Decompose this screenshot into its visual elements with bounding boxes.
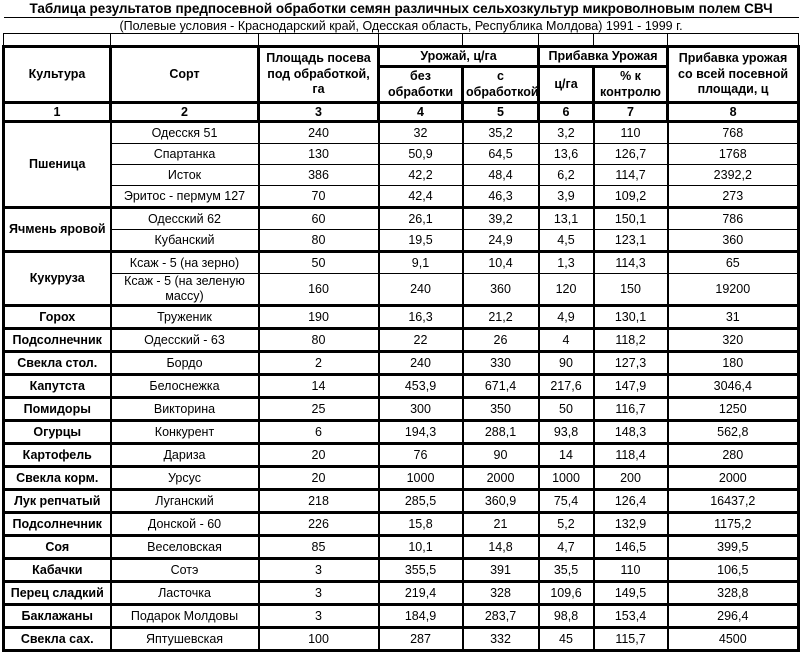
value-cell: 217,6 — [539, 375, 594, 398]
variety-cell: Донской - 60 — [111, 513, 259, 536]
column-number: 6 — [539, 103, 594, 122]
value-cell: 150,1 — [594, 208, 668, 230]
value-cell: 453,9 — [379, 375, 463, 398]
value-cell: 296,4 — [668, 605, 799, 628]
value-cell: 328 — [463, 582, 539, 605]
value-cell: 50,9 — [379, 144, 463, 165]
value-cell: 25 — [259, 398, 379, 421]
value-cell: 64,5 — [463, 144, 539, 165]
variety-cell: Одесскя 51 — [111, 122, 259, 144]
value-cell: 355,5 — [379, 559, 463, 582]
value-cell: 3,9 — [539, 186, 594, 208]
value-cell: 287 — [379, 628, 463, 651]
value-cell: 42,2 — [379, 165, 463, 186]
table-row — [4, 329, 799, 352]
culture-cell: Кукуруза — [4, 252, 111, 306]
value-cell: 3046,4 — [668, 375, 799, 398]
culture-group — [4, 536, 799, 559]
value-cell: 1175,2 — [668, 513, 799, 536]
value-cell: 127,3 — [594, 352, 668, 375]
value-cell: 60 — [259, 208, 379, 230]
value-cell: 160 — [259, 274, 379, 306]
value-cell: 180 — [668, 352, 799, 375]
value-cell: 80 — [259, 230, 379, 252]
value-cell: 360 — [668, 230, 799, 252]
value-cell: 123,1 — [594, 230, 668, 252]
table-row — [4, 252, 799, 274]
culture-cell: Горох — [4, 306, 111, 329]
value-cell: 1,3 — [539, 252, 594, 274]
value-cell: 42,4 — [379, 186, 463, 208]
value-cell: 116,7 — [594, 398, 668, 421]
variety-cell: Веселовская — [111, 536, 259, 559]
value-cell: 190 — [259, 306, 379, 329]
culture-group — [4, 375, 799, 398]
culture-group — [4, 329, 799, 352]
value-cell: 19,5 — [379, 230, 463, 252]
column-number: 7 — [594, 103, 668, 122]
value-cell: 283,7 — [463, 605, 539, 628]
value-cell: 1000 — [539, 467, 594, 490]
culture-cell: Капутста — [4, 375, 111, 398]
culture-group — [4, 398, 799, 421]
value-cell: 45 — [539, 628, 594, 651]
header-total-gain: Прибавка урожая со всей посевной площади, ц — [668, 47, 799, 103]
table-row — [4, 352, 799, 375]
table-row — [4, 398, 799, 421]
spacer-row — [4, 34, 799, 47]
column-number: 1 — [4, 103, 111, 122]
value-cell: 70 — [259, 186, 379, 208]
table-row — [4, 467, 799, 490]
value-cell: 50 — [259, 252, 379, 274]
culture-group — [4, 559, 799, 582]
column-number: 8 — [668, 103, 799, 122]
value-cell: 20 — [259, 444, 379, 467]
value-cell: 10,1 — [379, 536, 463, 559]
value-cell: 31 — [668, 306, 799, 329]
value-cell: 5,2 — [539, 513, 594, 536]
variety-cell: Ксаж - 5 (на зеленую массу) — [111, 274, 259, 306]
table-row — [4, 536, 799, 559]
spacer-cell — [594, 34, 668, 47]
value-cell: 285,5 — [379, 490, 463, 513]
value-cell: 26 — [463, 329, 539, 352]
table-row — [4, 230, 799, 252]
table-header — [4, 0, 799, 122]
header-area: Площадь посева под обработкой, га — [259, 47, 379, 103]
value-cell: 330 — [463, 352, 539, 375]
spacer-cell — [111, 34, 259, 47]
culture-group — [4, 605, 799, 628]
value-cell: 671,4 — [463, 375, 539, 398]
table-row — [4, 513, 799, 536]
variety-cell: Эритос - пермум 127 — [111, 186, 259, 208]
value-cell: 22 — [379, 329, 463, 352]
culture-cell: Баклажаны — [4, 605, 111, 628]
culture-cell: Ячмень яровой — [4, 208, 111, 252]
value-cell: 148,3 — [594, 421, 668, 444]
value-cell: 200 — [594, 467, 668, 490]
culture-cell: Огурцы — [4, 421, 111, 444]
table-row — [4, 628, 799, 651]
variety-cell: Спартанка — [111, 144, 259, 165]
header-yield-with: с обработкой — [463, 67, 539, 103]
culture-group — [4, 582, 799, 605]
variety-cell: Викторина — [111, 398, 259, 421]
culture-group — [4, 444, 799, 467]
value-cell: 16437,2 — [668, 490, 799, 513]
value-cell: 21,2 — [463, 306, 539, 329]
value-cell: 132,9 — [594, 513, 668, 536]
culture-group — [4, 252, 799, 306]
title-row — [4, 0, 799, 18]
value-cell: 93,8 — [539, 421, 594, 444]
culture-cell: Подсолнечник — [4, 329, 111, 352]
value-cell: 332 — [463, 628, 539, 651]
value-cell: 24,9 — [463, 230, 539, 252]
value-cell: 21 — [463, 513, 539, 536]
value-cell: 149,5 — [594, 582, 668, 605]
value-cell: 75,4 — [539, 490, 594, 513]
value-cell: 184,9 — [379, 605, 463, 628]
header-culture: Культура — [4, 47, 111, 103]
culture-cell: Подсолнечник — [4, 513, 111, 536]
variety-cell: Исток — [111, 165, 259, 186]
value-cell: 240 — [379, 274, 463, 306]
value-cell: 2392,2 — [668, 165, 799, 186]
value-cell: 65 — [668, 252, 799, 274]
column-number: 2 — [111, 103, 259, 122]
spacer-cell — [539, 34, 594, 47]
value-cell: 2 — [259, 352, 379, 375]
value-cell: 118,2 — [594, 329, 668, 352]
value-cell: 328,8 — [668, 582, 799, 605]
value-cell: 280 — [668, 444, 799, 467]
culture-cell: Лук репчатый — [4, 490, 111, 513]
value-cell: 118,4 — [594, 444, 668, 467]
variety-cell: Конкурент — [111, 421, 259, 444]
value-cell: 100 — [259, 628, 379, 651]
header-gain-group: Прибавка Урожая — [539, 47, 668, 67]
header-row-numbers — [4, 103, 799, 122]
value-cell: 768 — [668, 122, 799, 144]
culture-group — [4, 122, 799, 208]
value-cell: 240 — [259, 122, 379, 144]
value-cell: 288,1 — [463, 421, 539, 444]
value-cell: 391 — [463, 559, 539, 582]
column-number: 5 — [463, 103, 539, 122]
table-row — [4, 274, 799, 306]
value-cell: 360 — [463, 274, 539, 306]
value-cell: 130 — [259, 144, 379, 165]
value-cell: 39,2 — [463, 208, 539, 230]
value-cell: 120 — [539, 274, 594, 306]
value-cell: 2000 — [463, 467, 539, 490]
variety-cell: Белоснежка — [111, 375, 259, 398]
value-cell: 146,5 — [594, 536, 668, 559]
value-cell: 9,1 — [379, 252, 463, 274]
value-cell: 15,8 — [379, 513, 463, 536]
culture-group — [4, 490, 799, 513]
spacer-cell — [668, 34, 799, 47]
value-cell: 786 — [668, 208, 799, 230]
value-cell: 80 — [259, 329, 379, 352]
value-cell: 114,7 — [594, 165, 668, 186]
column-number: 3 — [259, 103, 379, 122]
value-cell: 130,1 — [594, 306, 668, 329]
results-table — [2, 0, 800, 652]
table-row — [4, 144, 799, 165]
value-cell: 48,4 — [463, 165, 539, 186]
value-cell: 1768 — [668, 144, 799, 165]
variety-cell: Яптушевская — [111, 628, 259, 651]
culture-cell: Соя — [4, 536, 111, 559]
value-cell: 50 — [539, 398, 594, 421]
table-row — [4, 186, 799, 208]
table-row — [4, 421, 799, 444]
variety-cell: Дариза — [111, 444, 259, 467]
value-cell: 350 — [463, 398, 539, 421]
subtitle-row — [4, 18, 799, 34]
spacer-cell — [4, 34, 111, 47]
value-cell: 562,8 — [668, 421, 799, 444]
value-cell: 14,8 — [463, 536, 539, 559]
value-cell: 26,1 — [379, 208, 463, 230]
value-cell: 320 — [668, 329, 799, 352]
value-cell: 109,6 — [539, 582, 594, 605]
value-cell: 360,9 — [463, 490, 539, 513]
value-cell: 14 — [539, 444, 594, 467]
culture-cell: Кабачки — [4, 559, 111, 582]
value-cell: 273 — [668, 186, 799, 208]
value-cell: 35,5 — [539, 559, 594, 582]
value-cell: 4,9 — [539, 306, 594, 329]
value-cell: 1000 — [379, 467, 463, 490]
variety-cell: Труженик — [111, 306, 259, 329]
value-cell: 76 — [379, 444, 463, 467]
value-cell: 219,4 — [379, 582, 463, 605]
value-cell: 32 — [379, 122, 463, 144]
table-row — [4, 490, 799, 513]
variety-cell: Ксаж - 5 (на зерно) — [111, 252, 259, 274]
value-cell: 300 — [379, 398, 463, 421]
header-yield-without: без обработки — [379, 67, 463, 103]
variety-cell: Урсус — [111, 467, 259, 490]
value-cell: 153,4 — [594, 605, 668, 628]
table-row — [4, 122, 799, 144]
header-variety: Сорт — [111, 47, 259, 103]
variety-cell: Сотэ — [111, 559, 259, 582]
value-cell: 90 — [539, 352, 594, 375]
value-cell: 147,9 — [594, 375, 668, 398]
value-cell: 16,3 — [379, 306, 463, 329]
variety-cell: Кубанский — [111, 230, 259, 252]
value-cell: 3 — [259, 582, 379, 605]
value-cell: 126,7 — [594, 144, 668, 165]
spacer-cell — [379, 34, 463, 47]
value-cell: 4500 — [668, 628, 799, 651]
culture-cell: Картофель — [4, 444, 111, 467]
spacer-cell — [259, 34, 379, 47]
culture-group — [4, 513, 799, 536]
culture-cell: Перец сладкий — [4, 582, 111, 605]
variety-cell: Бордо — [111, 352, 259, 375]
value-cell: 1250 — [668, 398, 799, 421]
table-row — [4, 306, 799, 329]
value-cell: 2000 — [668, 467, 799, 490]
header-yield-group: Урожай, ц/га — [379, 47, 539, 67]
table-row — [4, 375, 799, 398]
value-cell: 399,5 — [668, 536, 799, 559]
value-cell: 150 — [594, 274, 668, 306]
value-cell: 110 — [594, 559, 668, 582]
value-cell: 4,7 — [539, 536, 594, 559]
value-cell: 46,3 — [463, 186, 539, 208]
variety-cell: Подарок Молдовы — [111, 605, 259, 628]
table-row — [4, 582, 799, 605]
value-cell: 114,3 — [594, 252, 668, 274]
value-cell: 226 — [259, 513, 379, 536]
table-row — [4, 208, 799, 230]
culture-cell: Свекла корм. — [4, 467, 111, 490]
table-row — [4, 605, 799, 628]
table-row — [4, 559, 799, 582]
value-cell: 126,4 — [594, 490, 668, 513]
value-cell: 3 — [259, 605, 379, 628]
header-gain-cha: ц/га — [539, 67, 594, 103]
culture-cell: Свекла стол. — [4, 352, 111, 375]
value-cell: 20 — [259, 467, 379, 490]
value-cell: 19200 — [668, 274, 799, 306]
column-number: 4 — [379, 103, 463, 122]
variety-cell: Луганский — [111, 490, 259, 513]
value-cell: 106,5 — [668, 559, 799, 582]
culture-group — [4, 352, 799, 375]
value-cell: 4,5 — [539, 230, 594, 252]
value-cell: 3,2 — [539, 122, 594, 144]
value-cell: 6 — [259, 421, 379, 444]
value-cell: 14 — [259, 375, 379, 398]
page-title: Таблица результатов предпосевной обработки семян различных сельхозкультур микроволновым полем СВЧ — [4, 0, 799, 18]
culture-cell: Помидоры — [4, 398, 111, 421]
culture-group — [4, 467, 799, 490]
value-cell: 90 — [463, 444, 539, 467]
value-cell: 386 — [259, 165, 379, 186]
value-cell: 13,1 — [539, 208, 594, 230]
value-cell: 4 — [539, 329, 594, 352]
culture-group — [4, 628, 799, 651]
table-row — [4, 165, 799, 186]
value-cell: 194,3 — [379, 421, 463, 444]
variety-cell: Ласточка — [111, 582, 259, 605]
culture-cell: Пшеница — [4, 122, 111, 208]
value-cell: 85 — [259, 536, 379, 559]
value-cell: 240 — [379, 352, 463, 375]
value-cell: 115,7 — [594, 628, 668, 651]
table-row — [4, 444, 799, 467]
page-subtitle: (Полевые условия - Краснодарский край, Одесская область, Республика Молдова) 1991 - 1999 г. — [4, 18, 799, 34]
spacer-cell — [463, 34, 539, 47]
culture-group — [4, 306, 799, 329]
culture-cell: Свекла сах. — [4, 628, 111, 651]
value-cell: 109,2 — [594, 186, 668, 208]
culture-group — [4, 421, 799, 444]
value-cell: 13,6 — [539, 144, 594, 165]
header-row-groups — [4, 47, 799, 67]
value-cell: 110 — [594, 122, 668, 144]
header-gain-pct: % к контролю — [594, 67, 668, 103]
value-cell: 98,8 — [539, 605, 594, 628]
variety-cell: Одесский - 63 — [111, 329, 259, 352]
value-cell: 35,2 — [463, 122, 539, 144]
culture-group — [4, 208, 799, 252]
value-cell: 218 — [259, 490, 379, 513]
value-cell: 6,2 — [539, 165, 594, 186]
variety-cell: Одесский 62 — [111, 208, 259, 230]
value-cell: 3 — [259, 559, 379, 582]
value-cell: 10,4 — [463, 252, 539, 274]
